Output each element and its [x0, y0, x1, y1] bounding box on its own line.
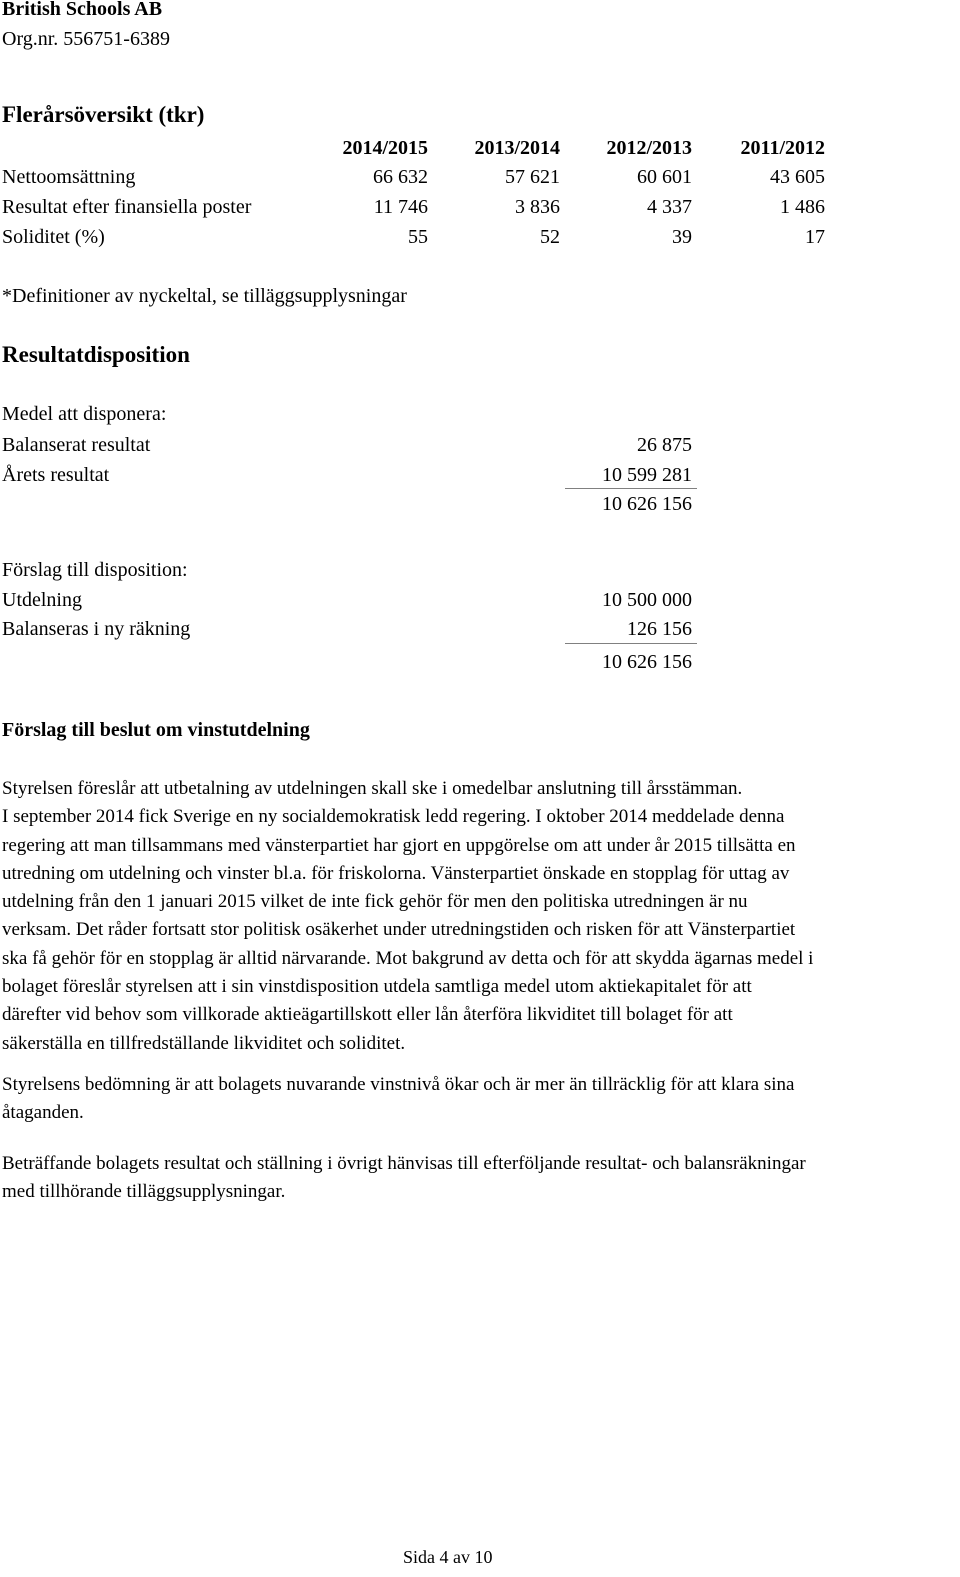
column-header: 2012/2013 — [606, 137, 692, 159]
paragraph-line: med tillhörande tilläggsupplysningar. — [2, 1181, 286, 1203]
disposition-title: Resultatdisposition — [2, 342, 190, 367]
disposition-row-label: Årets resultat — [2, 464, 110, 486]
available-total: 10 626 156 — [602, 493, 692, 515]
disposition-row-label: Utdelning — [2, 589, 82, 611]
column-header: 2011/2012 — [740, 137, 825, 159]
paragraph-line: säkerställa en tillfredställande likviditet och soliditet. — [2, 1032, 406, 1054]
disposition-row-value: 10 500 000 — [602, 589, 692, 611]
table-cell: 4 337 — [647, 196, 692, 218]
column-header: 2014/2015 — [342, 137, 428, 159]
assessment-paragraph — [2, 1071, 958, 1128]
paragraph-line: I september 2014 fick Sverige en ny socialdemokratisk ledd regering. I oktober 2014 meddelade denna — [2, 806, 785, 828]
table-cell: 66 632 — [373, 166, 428, 188]
disposition-row-value: 10 599 281 — [602, 464, 692, 486]
page-number: Sida 4 av 10 — [403, 1547, 493, 1567]
dividend-title: Förslag till beslut om vinstutdelning — [2, 719, 310, 741]
paragraph-line: därefter vid behov som villkorade aktieägartillskott eller lån återföra likviditet till bolaget för att — [2, 1004, 733, 1026]
paragraph-line: Styrelsen föreslår att utbetalning av utdelningen skall ske i omedelbar anslutning till årsstämman. — [2, 778, 743, 799]
table-cell: 52 — [540, 226, 560, 248]
table-cell: 60 601 — [637, 166, 692, 188]
table-cell: 3 836 — [515, 196, 560, 218]
paragraph-line: utredning om utdelning och vinster bl.a. för friskolorna. Vänsterpartiet önskade en stopplag för uttag av — [2, 862, 790, 884]
table-cell: 11 746 — [373, 196, 428, 218]
disposition-row-value: 126 156 — [627, 618, 692, 640]
paragraph-line: verksam. Det råder fortsatt stor politisk osäkerhet under utredningstiden och risken för att Vänsterpartiet — [2, 919, 796, 941]
paragraph-line: Beträffande bolagets resultat och ställning i övrigt hänvisas till efterföljande resultat- och balansräkningar — [2, 1153, 806, 1174]
table-cell: 43 605 — [770, 166, 825, 188]
sum-rule — [565, 643, 697, 644]
paragraph-line: åtaganden. — [2, 1102, 84, 1124]
paragraph-line: ska få gehör för en stopplag är alltid närvarande. Mot bakgrund av detta och för att skydda ägarnas medel i — [2, 947, 814, 969]
paragraph-line: utdelning från den 1 januari 2015 vilket de inte fick gehör för men den politiska utredningen är nu — [2, 891, 748, 913]
dividend-paragraph — [2, 775, 958, 1058]
row-label: Resultat efter finansiella poster — [2, 196, 252, 218]
sum-rule — [565, 488, 697, 489]
disposition-row-value: 26 875 — [637, 434, 692, 456]
proposal-label: Förslag till disposition: — [2, 559, 188, 581]
disposition-row-label: Balanserat resultat — [2, 434, 151, 456]
row-label: Soliditet (%) — [2, 226, 105, 248]
company-name: British Schools AB — [2, 0, 163, 20]
multiyear-title: Flerårsöversikt (tkr) — [2, 102, 205, 127]
paragraph-line: bolaget föreslår styrelsen att i sin vinstdisposition utdela samtliga medel utom aktiekapitalet för att — [2, 976, 752, 998]
paragraph-line: Styrelsens bedömning är att bolagets nuvarande vinstnivå ökar och är mer än tillräcklig för att klara sina — [2, 1074, 795, 1095]
org-number: Org.nr. 556751-6389 — [2, 28, 170, 50]
column-header: 2013/2014 — [474, 137, 560, 159]
reference-paragraph — [2, 1150, 958, 1207]
table-cell: 39 — [672, 226, 692, 248]
available-funds-label: Medel att disponera: — [2, 403, 167, 425]
proposal-total: 10 626 156 — [602, 651, 692, 673]
paragraph-line: regering att man tillsammans med vänsterpartiet har gjort en uppgörelse om att under år 2015 tillsätta en — [2, 834, 796, 856]
table-cell: 1 486 — [780, 196, 825, 218]
table-cell: 55 — [408, 226, 428, 248]
table-cell: 17 — [805, 226, 825, 248]
row-label: Nettoomsättning — [2, 166, 136, 188]
table-cell: 57 621 — [505, 166, 560, 188]
disposition-row-label: Balanseras i ny räkning — [2, 618, 191, 640]
key-ratio-footnote: *Definitioner av nyckeltal, se tilläggsupplysningar — [2, 285, 407, 307]
